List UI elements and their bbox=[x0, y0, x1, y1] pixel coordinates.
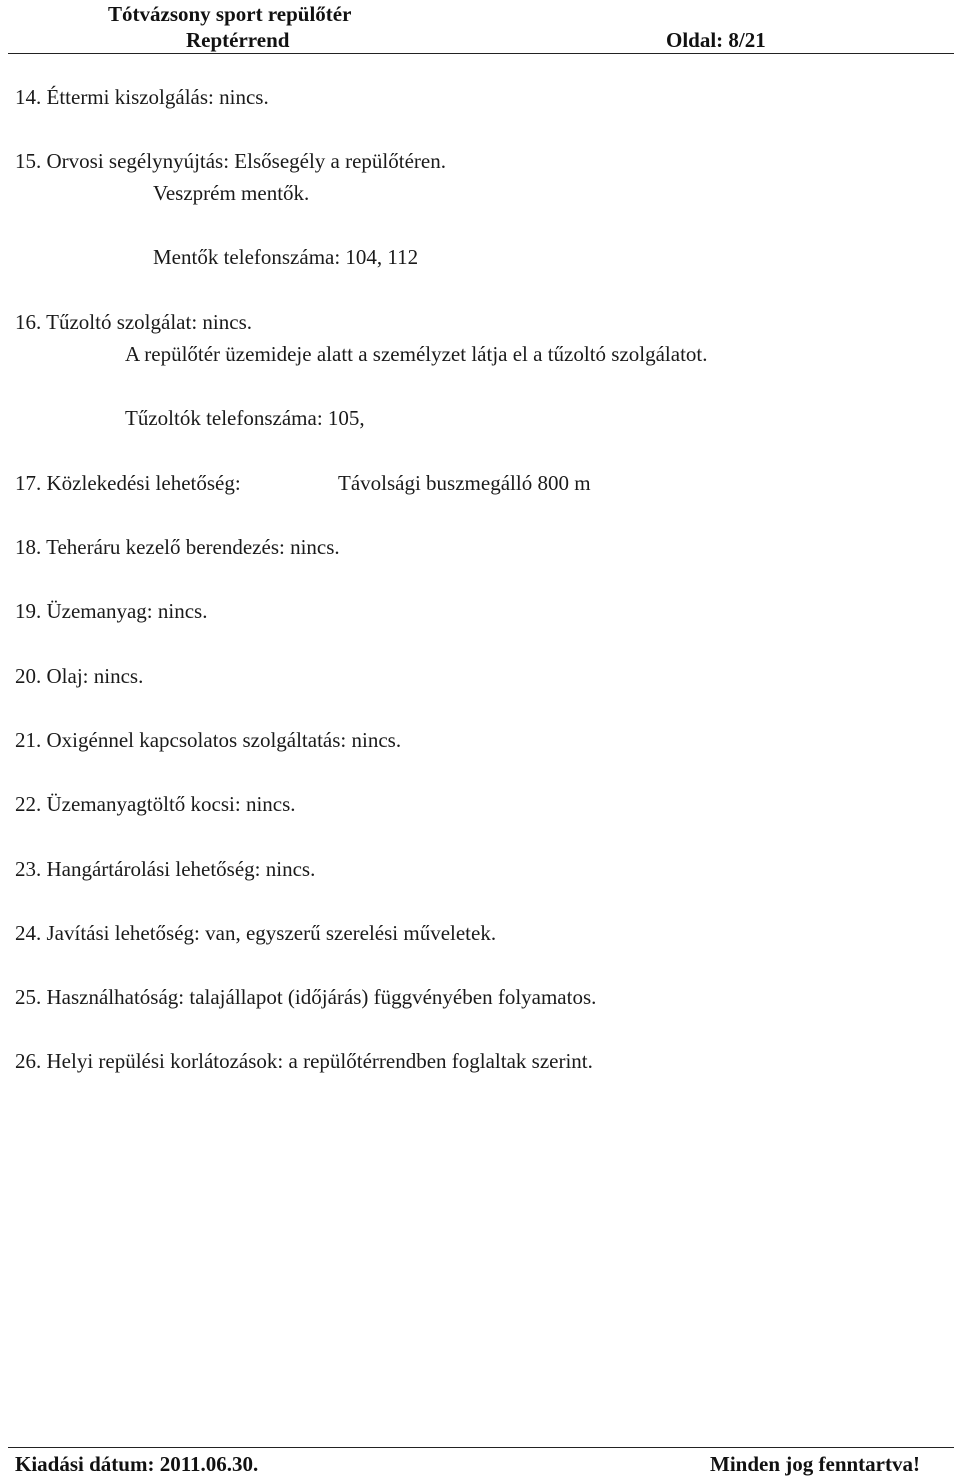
issue-date: Kiadási dátum: 2011.06.30. bbox=[15, 1452, 259, 1476]
item-16-continuation: A repülőtér üzemideje alatt a személyzet látja el a tűzoltó szolgálatot. bbox=[125, 342, 708, 366]
item-25: 25. Használhatóság: talajállapot (időjárás) függvényében folyamatos. bbox=[15, 985, 597, 1009]
document-subtitle: Reptérrend bbox=[186, 28, 290, 52]
item-16-phone: Tűzoltók telefonszáma: 105, bbox=[125, 406, 365, 430]
header-divider bbox=[8, 53, 954, 54]
item-15: 15. Orvosi segélynyújtás: Elsősegély a repülőtéren. bbox=[15, 149, 446, 173]
item-18: 18. Teheráru kezelő berendezés: nincs. bbox=[15, 535, 340, 559]
item-16: 16. Tűzoltó szolgálat: nincs. bbox=[15, 310, 252, 334]
item-22: 22. Üzemanyagtöltő kocsi: nincs. bbox=[15, 792, 296, 816]
copyright-notice: Minden jog fenntartva! bbox=[710, 1452, 920, 1476]
item-23: 23. Hangártárolási lehetőség: nincs. bbox=[15, 857, 316, 881]
item-17 bbox=[15, 470, 241, 496]
item-15-phone: Mentők telefonszáma: 104, 112 bbox=[153, 245, 419, 269]
item-14: 14. Éttermi kiszolgálás: nincs. bbox=[15, 85, 269, 109]
document-title: Tótvázsony sport repülőtér bbox=[108, 2, 352, 26]
item-19: 19. Üzemanyag: nincs. bbox=[15, 599, 208, 623]
item-20: 20. Olaj: nincs. bbox=[15, 664, 144, 688]
item-26: 26. Helyi repülési korlátozások: a repülőtérrendben foglaltak szerint. bbox=[15, 1049, 593, 1073]
page-number: Oldal: 8/21 bbox=[666, 28, 766, 52]
item-21: 21. Oxigénnel kapcsolatos szolgáltatás: nincs. bbox=[15, 728, 402, 752]
item-17-label: 17. Közlekedési lehetőség: bbox=[15, 471, 241, 495]
item-17-value: Távolsági buszmegálló 800 m bbox=[338, 471, 591, 495]
item-24: 24. Javítási lehetőség: van, egyszerű szerelési műveletek. bbox=[15, 921, 497, 945]
item-15-continuation: Veszprém mentők. bbox=[153, 181, 310, 205]
footer-divider bbox=[8, 1447, 954, 1448]
